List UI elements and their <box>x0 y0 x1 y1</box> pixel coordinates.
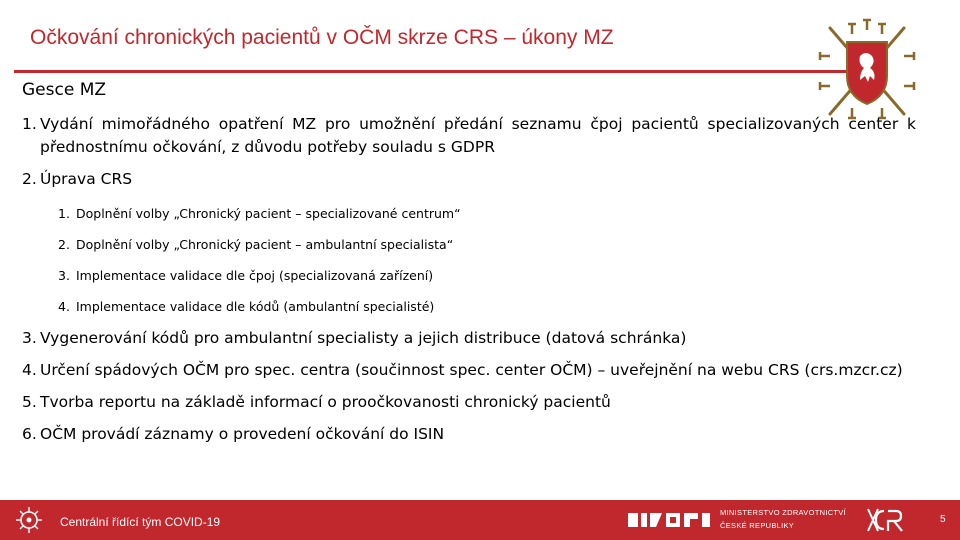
sub-list-item: 1. Doplnění volby „Chronický pacient – specializované centrum“ <box>58 206 461 221</box>
page-number: 5 <box>940 514 946 525</box>
sub-list-item: 2. Doplnění volby „Chronický pacient – ambulantní specialista“ <box>58 237 454 252</box>
title-divider <box>14 70 850 73</box>
army-emblem-icon <box>812 16 922 126</box>
list-item: 4. Určení spádových OČM pro spec. centra (součinnost spec. center OČM) – uveřejnění na webu CRS (crs.mzcr.cz) <box>22 361 903 379</box>
ministry-label: MINISTERSTVO ZDRAVOTNICTVÍ ČESKÉ REPUBLIKY <box>720 508 846 530</box>
footer-bar <box>0 500 960 540</box>
task-list <box>22 113 916 455</box>
slide-title: Očkování chronických pacientů v OČM skrze CRS – úkony MZ <box>30 26 614 49</box>
czr-logo-icon <box>862 505 906 535</box>
footer-team-label: Centrální řídící tým COVID-19 <box>60 515 221 529</box>
list-item: 5. Tvorba reportu na základě informací o proočkovanosti chronický pacientů <box>22 393 611 411</box>
coronavirus-icon <box>12 506 46 534</box>
list-item: 1. Vydání mimořádného opatření MZ pro umožnění předání seznamu čpoj pacientů specializovaných center k přednostnímu očkování, z důvodu potřeby souladu s GDPR <box>22 115 916 156</box>
list-item: 2. Úprava CRS <box>22 170 133 188</box>
list-item: 6. OČM provádí záznamy o provedení očkování do ISIN <box>22 425 445 443</box>
mz-logo-icon <box>626 509 712 531</box>
list-item: 3. Vygenerování kódů pro ambulantní specialisty a jejich distribuce (datová schránka) <box>22 329 687 347</box>
section-heading: Gesce MZ <box>22 80 107 100</box>
sub-list-item: 3. Implementace validace dle čpoj (specializovaná zařízení) <box>58 268 434 283</box>
sub-list-item: 4. Implementace validace dle kódů (ambulantní specialisté) <box>58 299 435 314</box>
